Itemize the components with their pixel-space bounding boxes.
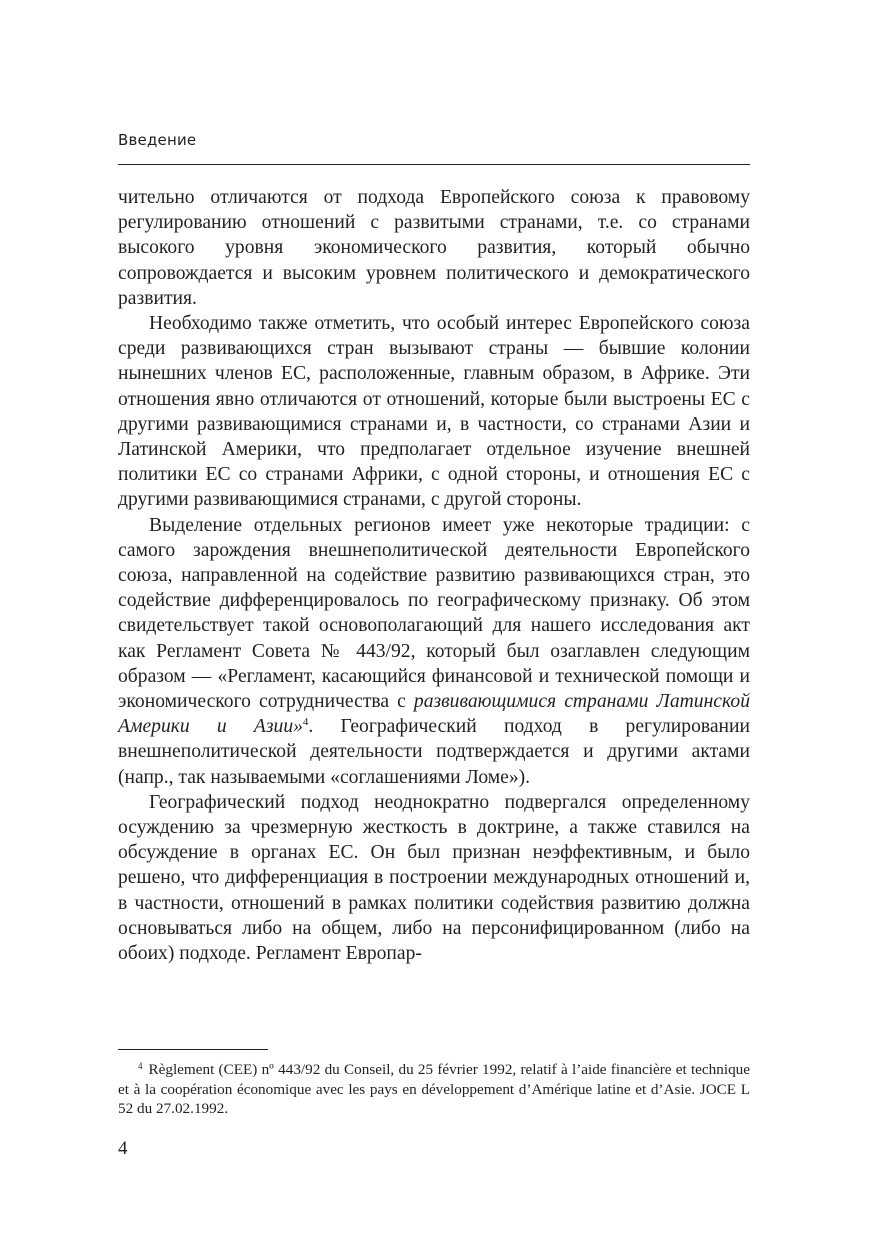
footnote-text: Règlement (CEE) nº 443/92 du Conseil, du 25 février 1992, relatif à l’aide financière et technique et à la coopération économique avec les pays en développement d’Amérique latine et d’Asie. JOCE L 52 du 27.02.1992. [118, 1061, 750, 1118]
paragraph-3 [118, 513, 750, 790]
footnote-body [118, 1060, 750, 1119]
footnote [118, 1060, 750, 1119]
running-head: Введение [118, 131, 197, 149]
page-number: 4 [118, 1138, 128, 1159]
body-text [118, 185, 750, 966]
footnote-marker: 4 [138, 1061, 143, 1071]
header-rule [118, 164, 750, 165]
regulation-title-italic: развивающимися странами Латинской Америки и Азии» [118, 691, 750, 738]
paragraph-4: Географический подход неоднократно подвергался определенному осуждению за чрезмерную жесткость в доктрине, а также ставился на обсуждение в органах ЕС. Он был признан неэффективным, и было решено, что дифференциация в построении международных отношений и, в частности, отношений в рамках политики содействия развитию должна основываться либо на общем, либо на персонифицированном (либо на обоих) подходе. Регламент Европар- [118, 791, 750, 965]
paragraph-3-text-end: . Географический подход в регулировании внешнеполитической деятельности подтверждается и другими актами (напр., так называемыми «соглашениями Ломе»). [118, 716, 751, 788]
footnote-rule [118, 1049, 268, 1050]
paragraph-3-text: Выделение отдельных регионов имеет уже некоторые традиции: с самого зарождения внешнеполитической деятельности Европейского союза, направленной на содействие развитию развивающихся стран, это содействие дифференцировалось по географическому признаку. Об этом свидетельствует такой основополагающий для нашего исследования акт как Регламент Совета № 443/92, который был озаглавлен следующим образом — «Регламент, касающийся финансовой и технической помощи и экономического сотрудничества с [118, 514, 750, 713]
footnote-reference[interactable]: 4 [302, 716, 309, 729]
paragraph-1: чительно отличаются от подхода Европейского союза к правовому регулированию отношений с развитыми странами, т.е. со странами высокого уровня экономического развития, который обычно сопровождается и высоким уровнем политического и демократического развития. [118, 187, 750, 309]
paragraph-2: Необходимо также отметить, что особый интерес Европейского союза среди развивающихся стран вызывают страны — бывшие колонии нынешних членов ЕС, расположенные, главным образом, в Африке. Эти отношения явно отличаются от отношений, которые были выстроены ЕС с другими развивающимися странами и, в частности, со странами Азии и Латинской Америки, что предполагает отдельное изучение внешней политики ЕС со странами Африки, с одной стороны, и отношения ЕС с другими развивающимися странами, с другой стороны. [118, 313, 750, 511]
